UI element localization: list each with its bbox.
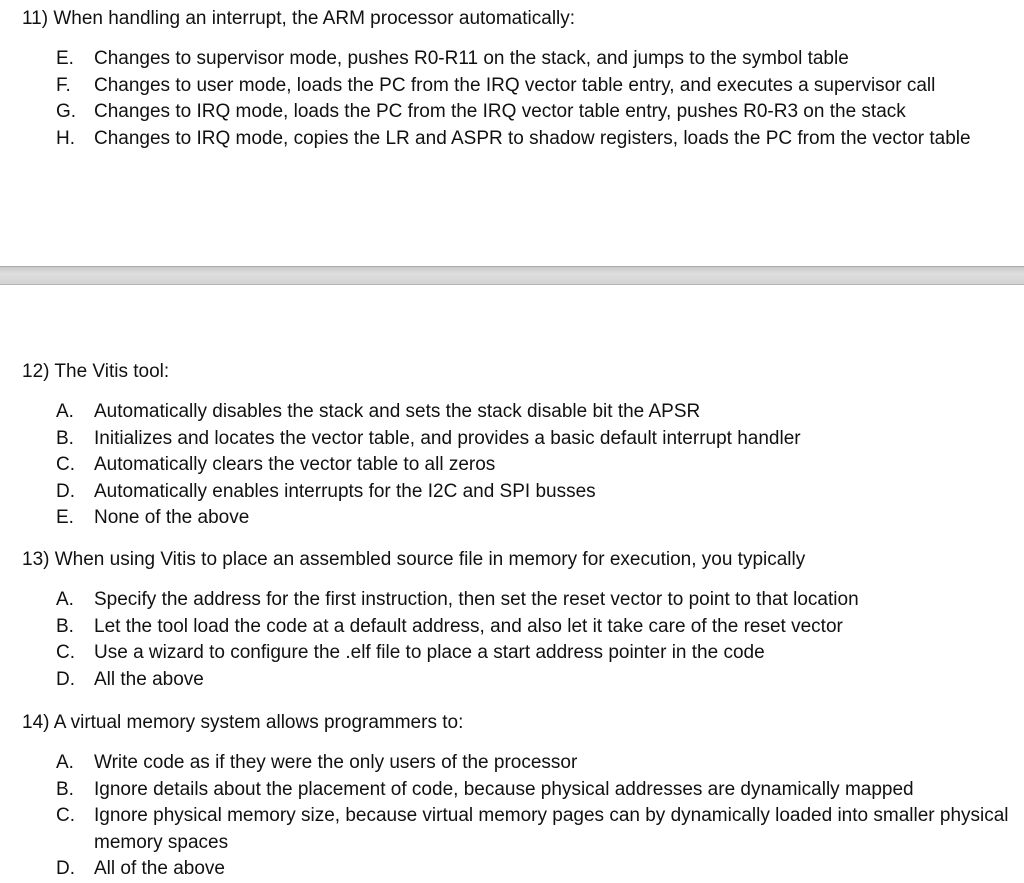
answer-option [22,640,1012,667]
answer-option [22,750,1012,777]
option-letter: B. [56,778,74,800]
option-text: None of the above [94,507,250,528]
option-text: Automatically clears the vector table to all zeros [94,454,496,475]
option-text: All the above [94,668,204,690]
option-letter: C. [56,454,75,475]
question-12 [22,361,1012,532]
option-text: Let the tool load the code at a default address, and also let it take care of the reset vector [94,615,843,637]
answer-option [22,614,1012,641]
answer-option [22,426,1012,453]
question-13 [22,549,1012,693]
option-text: Ignore physical memory size, because virtual memory pages can by dynamically loaded into smaller physical memory spaces [94,805,1009,853]
option-text: Initializes and locates the vector table, and provides a basic default interrupt handler [94,427,801,449]
option-letter: F. [56,74,71,96]
option-letter: A. [56,401,74,422]
option-text: Ignore details about the placement of code, because physical addresses are dynamically mapped [94,778,914,800]
option-letter: A. [56,752,74,773]
answer-option [22,856,1012,883]
answer-option [22,452,1012,479]
option-text: All of the above [94,858,225,879]
option-text: Write code as if they were the only users of the processor [94,752,578,773]
answer-option [22,46,1012,73]
answer-option [22,777,1012,804]
answer-option [22,73,1012,100]
option-letter: D. [56,480,75,502]
answer-option [22,99,1012,126]
question-11 [22,8,1012,152]
option-letter: A. [56,589,74,610]
option-text: Use a wizard to configure the .elf file to place a start address pointer in the code [94,642,765,663]
option-letter: C. [56,805,75,826]
option-text: Automatically disables the stack and sets the stack disable bit the APSR [94,401,701,422]
option-text: Changes to IRQ mode, copies the LR and ASPR to shadow registers, loads the PC from the vector table [94,127,971,149]
answer-option [22,505,1012,532]
page-break-divider [0,266,1024,285]
answer-options [22,46,1012,152]
document-page-top [0,0,1024,266]
option-letter: D. [56,668,75,690]
answer-options [22,750,1012,883]
question-title: 13) When using Vitis to place an assembled source file in memory for execution, you typically [22,549,806,570]
answer-option [22,399,1012,426]
answer-option [22,479,1012,506]
answer-option [22,803,1012,856]
answer-option [22,126,1012,153]
option-text: Changes to supervisor mode, pushes R0-R11 on the stack, and jumps to the symbol table [94,48,849,69]
answer-option [22,667,1012,694]
option-letter: B. [56,615,74,637]
question-14 [22,712,1012,883]
option-letter: D. [56,858,75,879]
answer-options [22,399,1012,532]
option-letter: E. [56,48,74,69]
question-title: 14) A virtual memory system allows programmers to: [22,712,464,733]
option-text: Changes to IRQ mode, loads the PC from the IRQ vector table entry, pushes R0-R3 on the stack [94,101,906,122]
answer-option [22,587,1012,614]
document-page-bottom [0,285,1024,882]
answer-options [22,587,1012,693]
option-text: Automatically enables interrupts for the I2C and SPI busses [94,480,596,502]
question-title: 12) The Vitis tool: [22,361,170,382]
option-letter: H. [56,127,75,149]
option-letter: G. [56,101,77,122]
option-letter: E. [56,507,74,528]
option-letter: B. [56,427,74,449]
option-text: Specify the address for the first instruction, then set the reset vector to point to that location [94,589,859,610]
option-text: Changes to user mode, loads the PC from the IRQ vector table entry, and executes a supervisor call [94,74,936,96]
option-letter: C. [56,642,75,663]
question-title: 11) When handling an interrupt, the ARM processor automatically: [22,8,576,29]
